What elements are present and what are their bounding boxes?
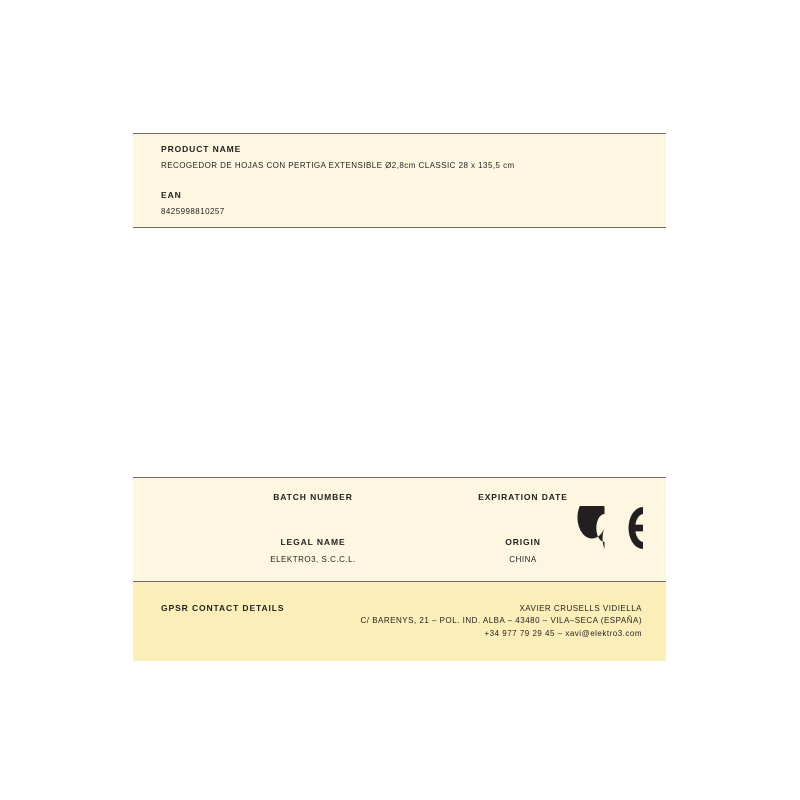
origin-value: CHINA xyxy=(509,555,537,565)
expiration-date-field xyxy=(453,493,593,510)
product-name-field xyxy=(133,145,666,171)
ean-value: 8425998810257 xyxy=(161,207,225,217)
expiration-date-label: EXPIRATION DATE xyxy=(478,492,568,502)
batch-number-field xyxy=(243,493,383,510)
product-name-label: PRODUCT NAME xyxy=(161,144,242,154)
gpsr-contact-name: XAVIER CRUSELLS VIDIELLA xyxy=(519,604,642,613)
legal-name-label: LEGAL NAME xyxy=(280,537,346,547)
origin-label: ORIGIN xyxy=(505,537,541,547)
compliance-info-block xyxy=(133,477,666,581)
field-spacer xyxy=(133,171,666,191)
product-info-block xyxy=(133,133,666,228)
product-name-value: RECOGEDOR DE HOJAS CON PERTIGA EXTENSIBLE Ø2,8cm CLASSIC 28 x 135,5 cm xyxy=(161,161,515,171)
gpsr-contact-address: C/ BARENYS, 21 – POL. IND. ALBA – 43480 – VILA–SECA (ESPAÑA) xyxy=(360,616,642,626)
gpsr-contact-phone-email: +34 977 79 29 45 – xavi@elektro3.com xyxy=(484,628,642,638)
gpsr-label: GPSR CONTACT DETAILS xyxy=(161,603,285,613)
compliance-columns xyxy=(133,478,666,581)
batch-number-label: BATCH NUMBER xyxy=(273,492,353,502)
legal-name-field xyxy=(243,538,383,565)
ce-mark-icon xyxy=(574,506,644,550)
origin-field xyxy=(453,538,593,565)
legal-name-value: ELEKTRO3, S.C.C.L. xyxy=(270,555,356,565)
gpsr-contact-block xyxy=(133,581,666,661)
ean-label: EAN xyxy=(161,189,182,200)
gpsr-contact-lines xyxy=(360,603,642,640)
ean-field xyxy=(133,191,666,217)
